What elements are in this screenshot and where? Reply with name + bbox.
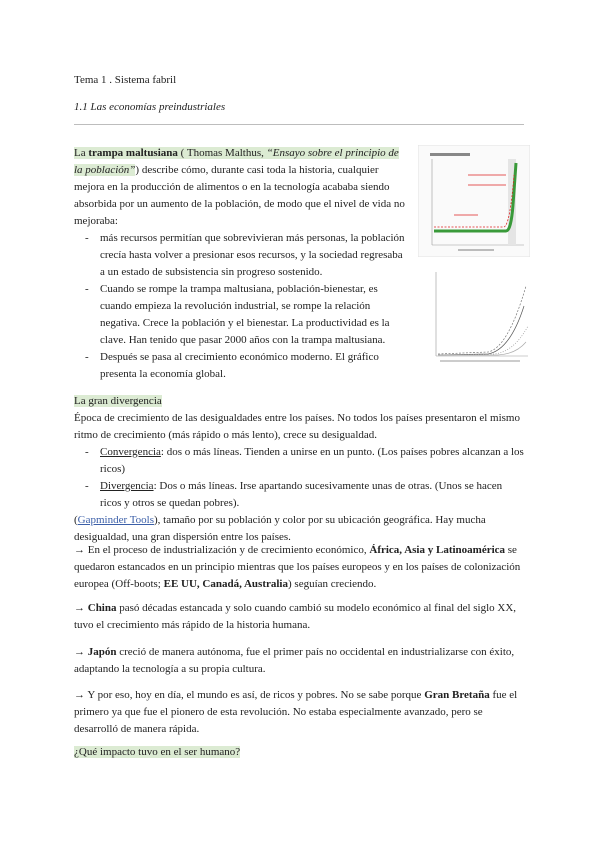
- divergence-list: [80, 444, 526, 512]
- paragraph-china: [74, 600, 526, 634]
- chart-legend-mark: [440, 360, 520, 362]
- malthus-term: trampa maltusiana: [88, 147, 178, 159]
- malthus-chart-svg: [418, 145, 530, 257]
- malthus-list: [80, 230, 410, 383]
- section-title: 1.1 Las economías preindustriales: [74, 101, 226, 113]
- malthus-rest: ) describe cómo, durante casi toda la historia, cualquier mejora en la producción de alimentos o en la tecnología acababa siendo absorbida por un aumento de la población, de modo que el nivel de vida no mejoraba:: [74, 164, 405, 227]
- p1-text: → En el proceso de industrialización y de crecimiento económico,: [74, 544, 370, 556]
- chart-series: [438, 342, 526, 355]
- list-item: [80, 444, 526, 478]
- topic-title: Tema 1 . Sistema fabril: [74, 74, 177, 86]
- malthus-block: [74, 145, 410, 383]
- p1-text-2: se quedaron estancados en un principio mientras que los países europeos y en los países de colonización europea (Off-boots;: [74, 544, 521, 590]
- divergence-block: [74, 393, 526, 546]
- gapminder-paragraph: [74, 512, 526, 546]
- list-item: - más recursos permitían que sobrevivieran más personas, la población crecía hasta volver a presionar esos recursos, y la sociedad regresaba a un estado de subsistencia sin progreso sostenido.: [80, 230, 410, 281]
- chart-title-mark: [430, 153, 470, 156]
- global-chart-svg: [428, 266, 532, 368]
- question-heading: [74, 744, 240, 761]
- list-item: [80, 478, 526, 512]
- gapminder-text: ), tamaño por su población y color por su ubicación geográfica. Hay mucha desigualdad, una gran dispersión entre los países.: [74, 514, 486, 543]
- p3-arrow: →: [74, 646, 88, 658]
- question-text: ¿Qué impacto tuvo en el ser humano?: [74, 746, 241, 758]
- p4-text: → Y por eso, hoy en día, el mundo es así, de ricos y pobres. No se sabe porque: [74, 689, 425, 701]
- divergence-title: La gran divergencia: [74, 395, 162, 407]
- section-divider: [74, 124, 524, 125]
- malthus-chart-image: [418, 145, 530, 257]
- p1-regions: África, Asia y Latinoamérica: [369, 544, 506, 556]
- divergence-text: : Dos o más líneas. Irse apartando sucesivamente unas de otras. (Unos se hacen ricos y otros se quedan pobres).: [100, 480, 503, 509]
- paragraph-japan: [74, 644, 526, 678]
- p3-text: creció de manera autónoma, fue el primer país no occidental en industrializarse con éxito, adaptando la tecnología a su propia cultura.: [74, 646, 515, 675]
- divergence-intro: Época de crecimiento de las desigualdades entre los países. No todos los países presentaron el mismo ritmo de crecimiento (más rápido o más lento), crece su desigualdad.: [74, 412, 520, 441]
- chart-series: [438, 286, 526, 354]
- malthus-book: “Ensayo sobre el principio de la población”: [74, 147, 399, 176]
- malthus-hl-title: La: [74, 147, 89, 159]
- chart-legend-mark: [458, 249, 494, 251]
- p2-text: pasó décadas estancada y solo cuando cambió su modelo económico al final del siglo XX, tuvo el crecimiento más rápido de la historia humana.: [74, 602, 517, 631]
- gapminder-link[interactable]: Gapminder Tools: [77, 514, 154, 526]
- global-economy-chart-image: [428, 266, 532, 368]
- paragraph-regions: [74, 542, 526, 593]
- p1-countries: EE UU, Canadá, Australia: [163, 578, 288, 590]
- convergence-term: Convergencia: [100, 446, 161, 458]
- malthus-intro: [74, 145, 410, 230]
- p2-china: China: [87, 602, 117, 614]
- p4-text-2: fue el primero ya que fue el pionero de esta revolución. No estaba especialmente avanzado, pero se desarrolló de manera rápida.: [74, 689, 518, 735]
- malthus-author: ( Thomas Malthus,: [177, 147, 267, 159]
- chart-series: [438, 306, 524, 355]
- gapminder-open: (: [74, 514, 78, 526]
- p3-japan: Japón: [87, 646, 117, 658]
- paragraph-britain: [74, 687, 526, 738]
- list-item: - Cuando se rompe la trampa maltusiana, población-bienestar, es cuando empieza la revolución industrial, se rompe la relación negativa. Crece la población y el bienestar. La productividad es la clave. Han tenido que pasar 2000 años con la trampa maltusiana.: [80, 281, 410, 349]
- p4-britain: Gran Bretaña: [424, 689, 490, 701]
- divergence-term: Divergencia: [100, 480, 154, 492]
- p1-text-3: ) seguían creciendo.: [288, 578, 377, 590]
- list-item: - Después se pasa al crecimiento económico moderno. El gráfico presenta la economía global.: [80, 349, 410, 383]
- convergence-text: : dos o más líneas. Tienden a unirse en un punto. (Los países pobres alcanzan a los ricos): [100, 446, 524, 475]
- p2-arrow: →: [74, 602, 88, 614]
